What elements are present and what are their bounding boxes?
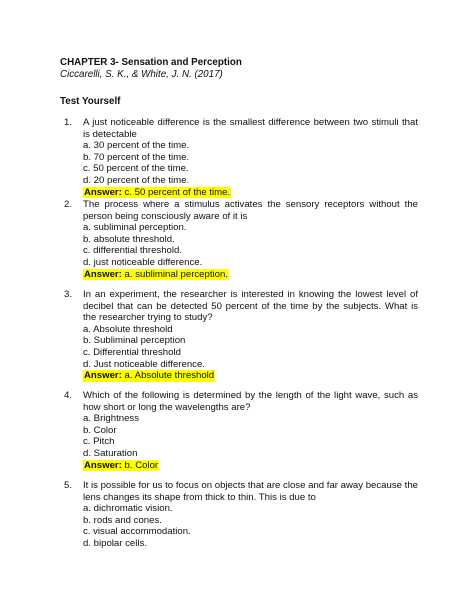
option-c: c. Differential threshold [83,346,181,358]
question-stem: The process where a stimulus activates the sensory receptors without the person being consciously aware of it is [83,199,418,222]
option-b: b. Subliminal perception [83,335,186,347]
option-list [83,222,418,268]
question-2 [64,199,418,280]
question-stem: A just noticeable difference is the smallest difference between two stimuli that is detectable [83,117,418,140]
question-4 [64,390,418,471]
option-d: d. bipolar cells. [83,537,147,549]
option-d: d. 20 percent of the time. [83,174,190,186]
question-stem: Which of the following is determined by the length of the light wave, such as how short or long the wavelengths are? [83,390,418,413]
option-d: d. just noticeable difference. [83,256,203,268]
question-3 [64,289,418,382]
option-c: c. visual accommodation. [83,526,191,538]
option-b: b. Color [83,424,117,436]
option-d: d. Just noticeable difference. [83,358,205,370]
answer-highlight [83,187,231,199]
option-b: b. rods and cones. [83,514,162,526]
chapter-title: CHAPTER 3- Sensation and Perception [60,57,242,68]
answer-highlight [83,269,229,281]
answer-label: Answer: [84,370,122,382]
question-number: 5. [64,480,73,491]
question-number: 1. [64,117,73,128]
option-a: a. dichromatic vision. [83,503,173,515]
option-a: a. Absolute threshold [83,323,173,335]
answer-text: a. Absolute threshold [124,370,215,382]
answer-label: Answer: [84,459,122,471]
option-list [83,413,418,459]
answer-text: c. 50 percent of the time. [124,186,231,198]
option-d: d. Saturation [83,447,138,459]
question-5 [64,480,418,550]
option-list [83,140,418,186]
answer-highlight [83,460,159,472]
option-list [83,324,418,370]
question-stem: It is possible for us to focus on objects that are close and far away because the lens changes its shape from thick to thin. This is due to [83,480,418,503]
option-c: c. 50 percent of the time. [83,163,189,175]
citation: Ciccarelli, S. K., & White, J. N. (2017) [60,69,223,80]
answer-text: b. Color [124,459,159,471]
question-number: 3. [64,289,73,300]
question-number: 2. [64,199,73,210]
option-a: a. subliminal perception. [83,222,187,234]
option-c: c. Pitch [83,436,115,448]
section-title: Test Yourself [60,96,121,107]
question-number: 4. [64,390,73,401]
question-1 [64,117,418,198]
option-a: a. 30 percent of the time. [83,140,190,152]
option-b: b. absolute threshold. [83,233,175,245]
document-header [60,57,420,81]
answer-text: a. subliminal perception. [124,268,228,280]
question-stem: In an experiment, the researcher is interested in knowing the lowest level of decibel that can be detected 50 percent of the time by the subjects. What is the researcher trying to study? [83,289,418,324]
answer-label: Answer: [84,186,122,198]
option-b: b. 70 percent of the time. [83,151,190,163]
option-list [83,503,418,549]
option-c: c. differential threshold. [83,245,183,257]
answer-highlight [83,370,215,382]
answer-label: Answer: [84,268,122,280]
option-a: a. Brightness [83,413,139,425]
